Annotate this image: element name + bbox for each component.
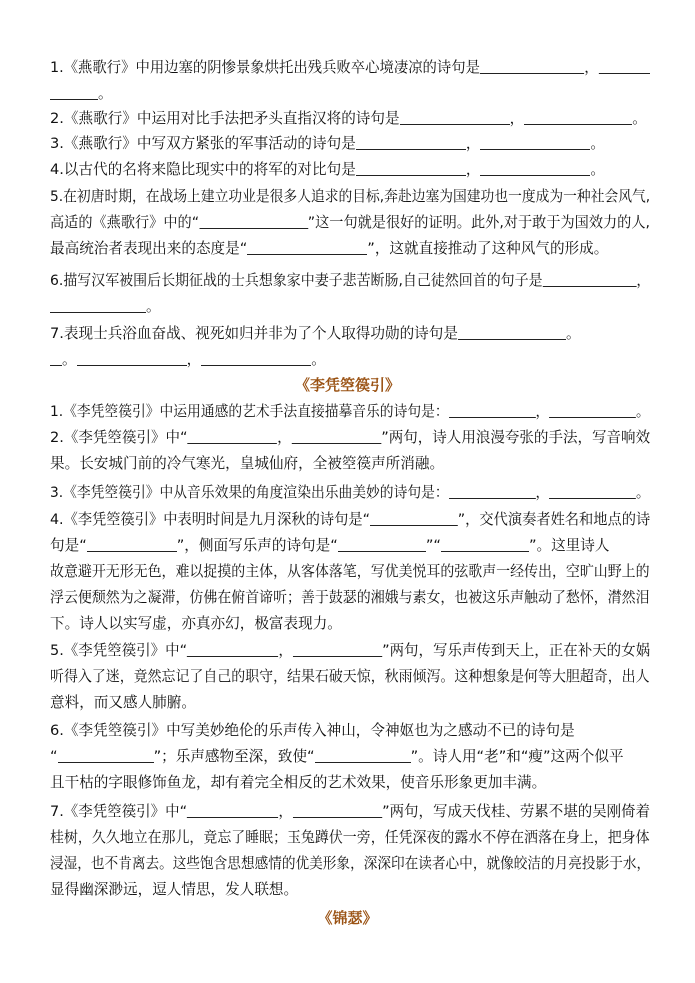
answer-blank[interactable]: [356, 160, 466, 176]
item-5-line-3: 意料，而又感人肺腑。: [50, 694, 196, 711]
item-7-line-2: 桂树，久久地立在那儿，竟忘了睡眠；玉兔蹲伏一旁，任凭深夜的露水不停在洒落在身上，把身体: [50, 829, 650, 846]
question-6-line-2: 。: [50, 297, 161, 317]
question-1-line-1: 1.《燕歌行》中用边塞的阴惨景象烘托出残兵败卒心境凄凉的诗句是 ，: [50, 58, 650, 78]
answer-blank[interactable]: [480, 134, 590, 150]
item-7-line-3: 浸湿，也不肯离去。这些饱含思想感情的优美形象，深深印在读者心中，就像皎洁的月亮投影于水，: [50, 855, 651, 872]
answer-blank[interactable]: [549, 402, 636, 418]
item-4-line-2: 句是“ ”，侧面写乐声的诗句是“ ”“ ”。这里诗人: [50, 537, 610, 554]
question-7-line-1: 7.表现士兵浴血奋战、视死如归并非为了个人取得功勋的诗句是 。: [50, 325, 581, 342]
question-3: 3.《燕歌行》中写双方紧张的军事活动的诗句是 ， 。: [50, 135, 606, 152]
answer-blank[interactable]: [201, 350, 311, 366]
answer-blank[interactable]: [449, 402, 536, 418]
item-4-line-4: 浮云便颓然为之凝滞，仿佛在俯首谛听；善于鼓瑟的湘娥与素女，也被这乐声触动了愁怀，潸然泪: [50, 589, 650, 606]
answer-blank[interactable]: [50, 350, 62, 366]
section-heading-jinse: 《锦瑟》: [317, 909, 378, 927]
answer-blank[interactable]: [247, 239, 367, 255]
answer-blank[interactable]: [370, 510, 458, 526]
item-4-line-5: 下。诗人以实写虚，亦真亦幻，极富表现力。: [50, 615, 342, 632]
item-5-line-2: 听得入了迷，竟然忘记了自己的职守，结果石破天惊，秋雨倾泻。这种想象是何等大胆超奇，出人: [50, 668, 650, 685]
item-7-line-4: 显得幽深渺远，逗人情思，发人联想。: [50, 881, 299, 898]
section-heading-libing: 《李凭箜篌引》: [294, 376, 400, 394]
question-5-line-3: 最高统治者表现出来的态度是“ ”，这就直接推动了这种风气的形成。: [50, 240, 609, 257]
answer-blank[interactable]: [338, 536, 426, 552]
answer-blank[interactable]: [458, 324, 566, 340]
question-2: 2.《燕歌行》中运用对比手法把矛头直指汉将的诗句是 ， 。: [50, 110, 647, 127]
item-4-line-3: 故意避开无形无色，难以捉摸的主体，从客体落笔，写优美悦耳的弦歌声一经传出，空旷山野上的: [50, 563, 650, 580]
answer-blank[interactable]: [50, 84, 98, 100]
answer-blank[interactable]: [543, 271, 637, 287]
item-5-line-1: 5.《李凭箜篌引》中“ ， ”两句，写乐声传到天上，正在补天的女娲: [50, 642, 651, 659]
item-2-line-1: 2.《李凭箜篌引》中“ ， ”两句，诗人用浪漫夸张的手法，写音响效: [50, 429, 651, 446]
answer-blank[interactable]: [549, 483, 636, 499]
answer-blank[interactable]: [449, 483, 536, 499]
question-6-line-1: 6.描写汉军被围后长期征战的士兵想象家中妻子悲苦断肠,自己徒然回首的句子是 ，: [50, 272, 651, 289]
item-4-line-1: 4.《李凭箜篌引》中表明时间是九月深秋的诗句是“ ”，交代演奏者姓名和地点的诗: [50, 511, 651, 528]
answer-blank[interactable]: [293, 641, 382, 657]
question-4: 4.以古代的名将来隐比现实中的将军的对比句是 ， 。: [50, 161, 606, 178]
answer-blank[interactable]: [77, 350, 187, 366]
item-2-line-2: 果。长安城门前的冷气寒光，皇城仙府，全被箜篌声所消融。: [50, 455, 445, 472]
item-6-line-1: 6.《李凭箜篌引》中写美妙绝伦的乐声传入神山，令神妪也为之感动不已的诗句是: [50, 722, 575, 739]
answer-blank[interactable]: [188, 428, 278, 444]
answer-blank[interactable]: [58, 747, 154, 763]
answer-blank[interactable]: [199, 213, 308, 229]
item-6-line-2: “ ”；乐声感物至深，致使“ ”。诗人用“老”和“瘦”这两个似平: [50, 748, 624, 765]
question-1-line-2: 。: [50, 84, 113, 104]
answer-blank[interactable]: [480, 160, 590, 176]
answer-blank[interactable]: [356, 134, 466, 150]
answer-blank[interactable]: [524, 109, 632, 125]
item-1: 1.《李凭箜篌引》中运用通感的艺术手法直接描摹音乐的诗句是： ， 。: [50, 403, 650, 420]
answer-blank[interactable]: [87, 536, 177, 552]
answer-blank[interactable]: [400, 109, 510, 125]
answer-blank[interactable]: [293, 802, 382, 818]
answer-blank[interactable]: [187, 802, 278, 818]
item-7-line-1: 7.《李凭箜篌引》中“ ， ”两句，写成天伐桂、劳累不堪的吴刚倚着: [50, 803, 651, 820]
answer-blank[interactable]: [480, 58, 584, 74]
question-5-line-2: 高适的《燕歌行》中的“ ”这一句就是很好的证明。此外,对于敢于为国效力的人,: [50, 214, 651, 231]
answer-blank[interactable]: [315, 747, 411, 763]
answer-blank[interactable]: [292, 428, 382, 444]
answer-blank[interactable]: [50, 297, 146, 313]
item-6-line-3: 且干枯的字眼修饰鱼龙，却有着完全相反的艺术效果，使音乐形象更加丰满。: [50, 774, 547, 791]
item-3: 3.《李凭箜篌引》中从音乐效果的角度渲染出乐曲美妙的诗句是： ， 。: [50, 484, 650, 501]
question-7-line-2: 。 ， 。: [50, 350, 326, 370]
answer-blank[interactable]: [599, 58, 650, 74]
answer-blank[interactable]: [441, 536, 529, 552]
answer-blank[interactable]: [187, 641, 278, 657]
question-5-line-1: 5.在初唐时期，在战场上建立功业是很多人追求的目标,奔赴边塞为国建功也一度成为一种社会风气,: [50, 188, 651, 205]
